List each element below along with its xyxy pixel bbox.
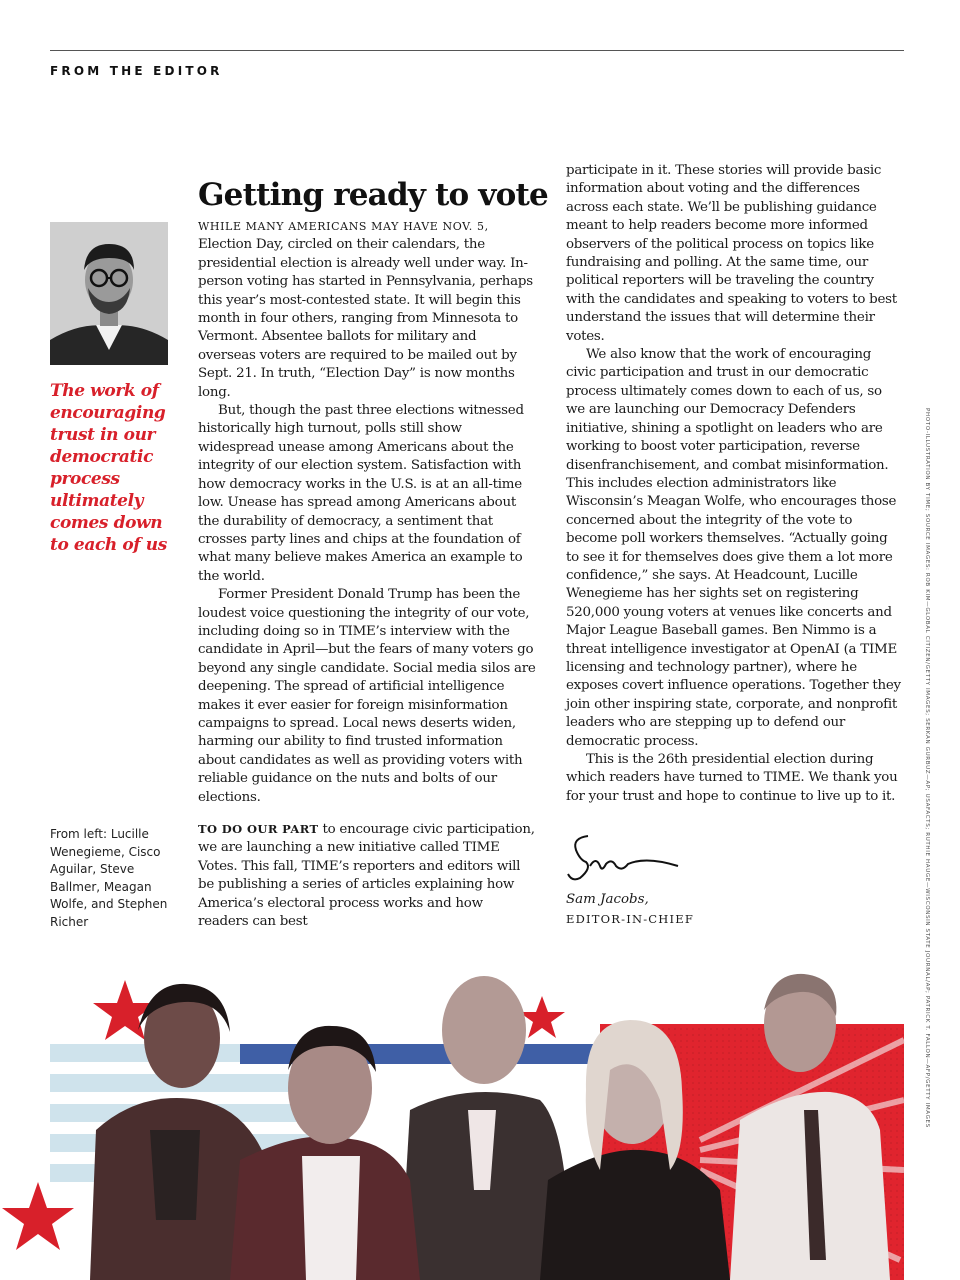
star-icon — [2, 1182, 74, 1250]
paragraph-3: Former President Donald Trump has been the loudest voice questioning the integrity of our vote, including doing so in TIME’s interview with the candidate in April—but the fears of many voters go beyond any single candidate. Social media silos are deepening. The spread of artificial intelligence makes it ever easier for foreign misinformation campaigns to spread. Local news deserts widen, harming our ability to find trusted information about candidates as well as providing voters with reliable guidance on the nuts and bolts of our elections. — [198, 587, 536, 805]
person-cisco-aguilar — [230, 1026, 420, 1280]
paragraph-1 — [198, 218, 536, 402]
photo-caption: From left: Lucille Wenegieme, Cisco Aguilar, Steve Ballmer, Meagan Wolfe, and Stephen Richer — [50, 827, 168, 929]
paragraph-5: participate in it. These stories will provide basic information about voting and the differences across each state. We’ll be publishing guidance meant to help readers become more informed observers of the political process on topics like fundraising and polling. At the same time, our political reporters will be traveling the country with the candidates and speaking to voters to best understand the issues that will determine their votes. — [566, 163, 897, 344]
column-left — [198, 218, 536, 807]
signature — [566, 826, 686, 886]
paragraph-7: This is the 26th presidential election during which readers have turned to TIME. We thank you for your trust and hope to continue to live up to it. — [566, 752, 898, 804]
paragraph-1-text: Election Day, circled on their calendars, the presidential election is already well under way. In-person voting has started in Pennsylvania, perhaps this year’s most-contested state. It will begin this month in four others, ranging from Minnesota to Vermont. Absentee ballots for military and overseas voters are required to be mailed out by Sept. 21. In truth, “Election Day” is now months long. — [198, 237, 533, 400]
top-rule — [50, 50, 904, 51]
lead-smallcaps: WHILE MANY AMERICANS MAY HAVE NOV. 5, — [198, 220, 489, 233]
collage-illustration — [0, 960, 960, 1280]
photo-credit: PHOTO-ILLUSTRATION BY TIME; SOURCE IMAGES: ROB KIM—GLOBAL CITIZEN/GETTY IMAGES; SERKAN GURBUZ—AP; USAFACTS; RUTHIE HAUGE—WISCONSIN STATE JOURNAL/AP; PATRICK T. FALLON—AFP/GETTY IMAGES — [924, 408, 930, 1128]
paragraph-6: We also know that the work of encouraging civic participation and trust in our democratic process ultimately comes down to each of us, so we are launching our Democracy Defenders initiative, shining a spotlight on leaders who are working to boost voter participation, reverse disenfranchisement, and combat misinformation. This includes election administrators like Wisconsin’s Meagan Wolfe, who encourages those concerned about the integrity of the vote to become poll workers themselves. “Actually going to see it for themselves does give them a lot more confidence,” she says. At Headcount, Lucille Wenegieme has her sights set on registering 520,000 young voters at venues like concerts and Major League Baseball games. Ben Nimmo is a threat intelligence investigator at OpenAI (a TIME licensing and technology partner), where he exposes covert influence operations. Together they join other inspiring state, corporate, and nonprofit leaders who are stepping up to defend our democratic process. — [566, 347, 901, 749]
section-label: FROM THE EDITOR — [50, 64, 223, 78]
section-leadin: TO DO OUR PART — [198, 822, 319, 836]
person-stephen-richer — [730, 974, 890, 1280]
column-right — [566, 162, 904, 806]
headline: Getting ready to vote — [198, 176, 548, 213]
editor-title: EDITOR-IN-CHIEF — [566, 912, 695, 926]
column-left-bottom — [198, 820, 536, 931]
editor-portrait — [50, 222, 168, 365]
paragraph-4-text: to encourage civic participation, we are launching a new initiative called TIME Votes. This fall, TIME’s reporters and editors will be publishing a series of articles explaining how America’s electoral process works and how readers can best — [198, 822, 535, 930]
paragraph-4 — [198, 820, 536, 931]
pull-quote: The work of encouraging trust in our democratic process ultimately comes down to each of us — [50, 381, 167, 555]
editor-name: Sam Jacobs, — [566, 892, 649, 907]
paragraph-2: But, though the past three elections witnessed historically high turnout, polls still show widespread unease among Americans about the integrity of our election system. Satisfaction with how democracy works in the U.S. is at an all-time low. Unease has spread among Americans about the durability of democracy, a sentiment that crosses party lines and chips at the foundation of what many believe makes America an example to the world. — [198, 403, 524, 584]
